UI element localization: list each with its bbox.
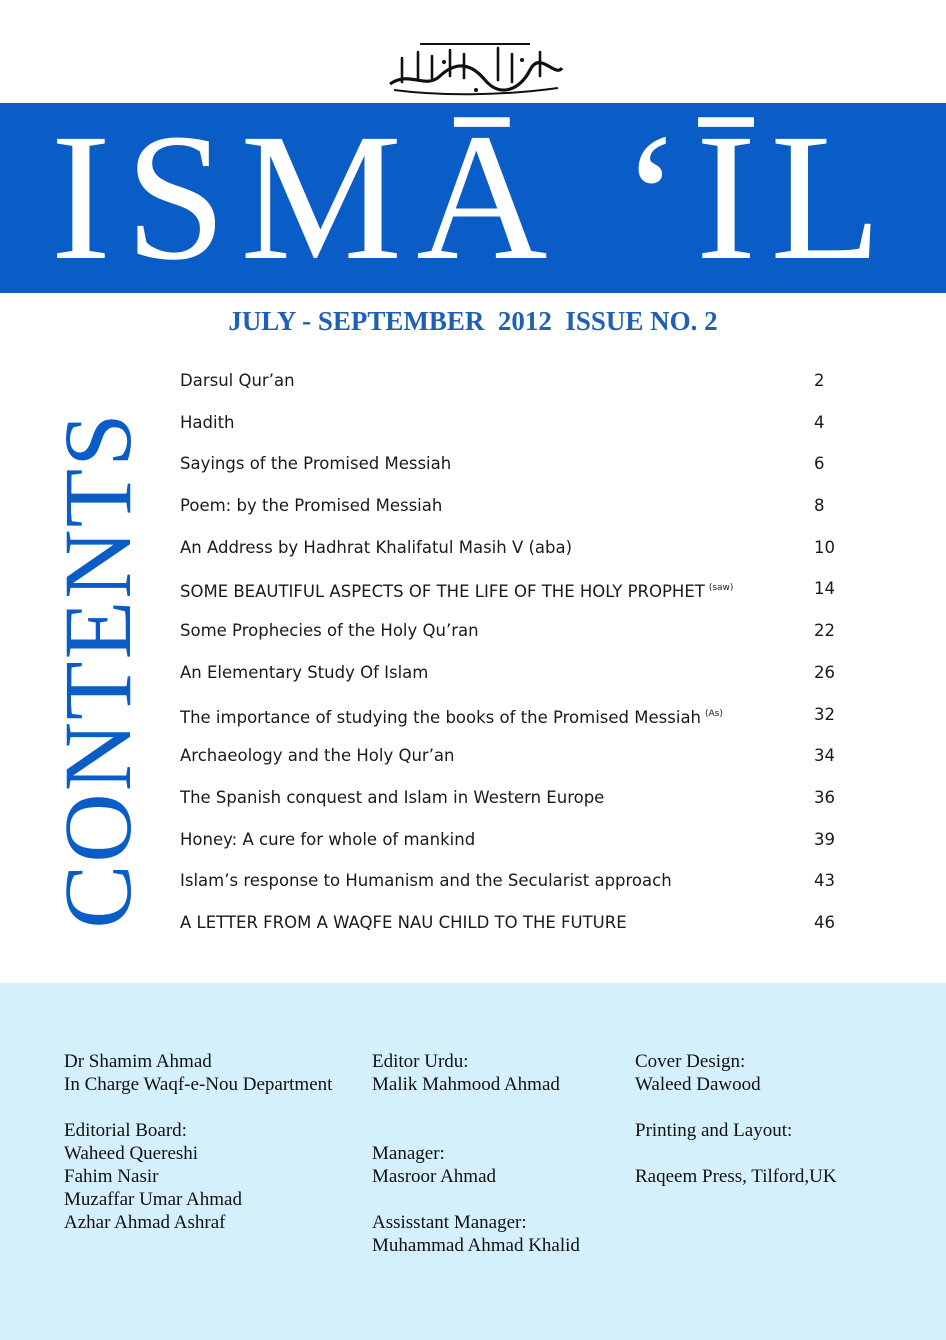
toc-entry-title xyxy=(180,568,733,613)
toc-entry-title xyxy=(180,777,604,819)
editor-urdu-name: Malik Mahmood Ahmad xyxy=(372,1074,560,1095)
toc-entry xyxy=(180,402,840,444)
toc-entry xyxy=(180,485,840,527)
toc-entry-page-number: 46 xyxy=(814,912,835,932)
calligraphy-image xyxy=(380,40,570,100)
credits-panel xyxy=(0,983,946,1340)
credits-column-left xyxy=(64,1050,332,1234)
credit-role: In Charge Waqf-e-Nou Department xyxy=(64,1074,333,1095)
toc-entry xyxy=(180,360,840,402)
assistant-manager-name: Muhammad Ahmad Khalid xyxy=(372,1235,580,1256)
toc-entry-page-number: 43 xyxy=(814,871,835,891)
toc-entry-honorific: (saw) xyxy=(708,583,734,594)
toc-entry-title xyxy=(180,610,479,652)
toc-entry-title-text: The Spanish conquest and Islam in Western Europe xyxy=(180,787,605,807)
toc-entry-title-text: Sayings of the Promised Messiah xyxy=(180,454,452,474)
toc-entry xyxy=(180,527,840,569)
toc-entry-title-text: Islam’s response to Humanism and the Secularist approach xyxy=(180,871,672,891)
toc-entry-title-text: An Address by Hadhrat Khalifatul Masih V (aba) xyxy=(180,537,573,557)
masthead-banner xyxy=(0,97,946,298)
toc-entry-page-number: 32 xyxy=(814,704,835,724)
cover-design-label: Cover Design: xyxy=(635,1051,746,1072)
toc-entry-title xyxy=(180,819,475,861)
manager-name: Masroor Ahmad xyxy=(372,1166,497,1187)
table-of-contents xyxy=(180,360,840,944)
toc-entry-title-text: SOME BEAUTIFUL ASPECTS OF THE LIFE OF THE HOLY PROPHET xyxy=(180,582,705,602)
credits-column-middle xyxy=(372,1050,580,1257)
printing-layout-label: Printing and Layout: xyxy=(635,1120,793,1141)
toc-entry-honorific: (As) xyxy=(705,708,723,719)
cover-design-name: Waleed Dawood xyxy=(635,1074,761,1095)
toc-entry xyxy=(180,443,840,485)
toc-entry-title xyxy=(180,360,295,402)
credits-column-right xyxy=(635,1050,837,1188)
toc-entry-title-text: Darsul Qur’an xyxy=(180,371,295,390)
toc-entry-title xyxy=(180,527,572,569)
toc-entry-title-text: Honey: A cure for whole of mankind xyxy=(180,829,476,849)
toc-entry xyxy=(180,777,840,819)
toc-entry-title xyxy=(180,402,235,444)
toc-entry-title xyxy=(180,860,672,902)
toc-entry-page-number: 2 xyxy=(814,371,825,390)
editor-urdu-label: Editor Urdu: xyxy=(372,1051,469,1072)
editorial-board-member: Muzaffar Umar Ahmad xyxy=(64,1189,242,1210)
toc-entry-title xyxy=(180,485,442,527)
editorial-board-member: Fahim Nasir xyxy=(64,1166,159,1187)
toc-entry-page-number: 14 xyxy=(814,579,835,599)
editorial-board-member: Waheed Quereshi xyxy=(64,1143,199,1164)
toc-entry xyxy=(180,902,840,944)
toc-entry-page-number: 26 xyxy=(814,662,835,682)
toc-entry xyxy=(180,694,840,736)
toc-entry-title xyxy=(180,694,723,739)
toc-entry xyxy=(180,568,840,610)
toc-entry xyxy=(180,652,840,694)
toc-entry-title-text: A LETTER FROM A WAQFE NAU CHILD TO THE FUTURE xyxy=(180,912,627,932)
toc-entry xyxy=(180,819,840,861)
toc-entry xyxy=(180,735,840,777)
manager-label: Manager: xyxy=(372,1143,445,1164)
contents-heading: CONTENTS xyxy=(44,411,151,929)
toc-entry-title xyxy=(180,652,428,694)
toc-entry-page-number: 39 xyxy=(814,829,835,849)
toc-entry-title-text: An Elementary Study Of Islam xyxy=(180,662,429,682)
printer-name: Raqeem Press, Tilford,UK xyxy=(635,1166,837,1187)
toc-entry-page-number: 6 xyxy=(814,454,825,474)
toc-entry-page-number: 22 xyxy=(814,621,835,641)
assistant-manager-label: Assisstant Manager: xyxy=(372,1212,527,1233)
toc-entry-title xyxy=(180,443,451,485)
credit-name: Dr Shamim Ahmad xyxy=(64,1051,212,1072)
toc-entry-title-text: Hadith xyxy=(180,412,235,432)
toc-entry-title xyxy=(180,735,455,777)
toc-entry-title-text: The importance of studying the books of the Promised Messiah xyxy=(180,707,702,727)
toc-entry xyxy=(180,610,840,652)
editorial-board-label: Editorial Board: xyxy=(64,1120,187,1141)
toc-entry-title-text: Poem: by the Promised Messiah xyxy=(180,496,443,516)
bismillah-calligraphy xyxy=(380,40,570,100)
toc-entry-title xyxy=(180,902,627,944)
toc-entry-title-text: Archaeology and the Holy Qur’an xyxy=(180,746,455,766)
toc-entry-page-number: 8 xyxy=(814,496,825,516)
toc-entry-title-text: Some Prophecies of the Holy Qu’ran xyxy=(180,621,479,641)
editorial-board-member: Azhar Ahmad Ashraf xyxy=(64,1212,226,1233)
masthead-title: ISMĀ ‘ĪL xyxy=(50,97,896,298)
toc-entry-page-number: 34 xyxy=(814,746,835,766)
toc-entry-page-number: 4 xyxy=(814,412,825,432)
toc-entry-page-number: 36 xyxy=(814,787,835,807)
toc-entry xyxy=(180,860,840,902)
issue-date-line: JULY - SEPTEMBER 2012 ISSUE NO. 2 xyxy=(228,306,718,336)
toc-entry-page-number: 10 xyxy=(814,537,835,557)
